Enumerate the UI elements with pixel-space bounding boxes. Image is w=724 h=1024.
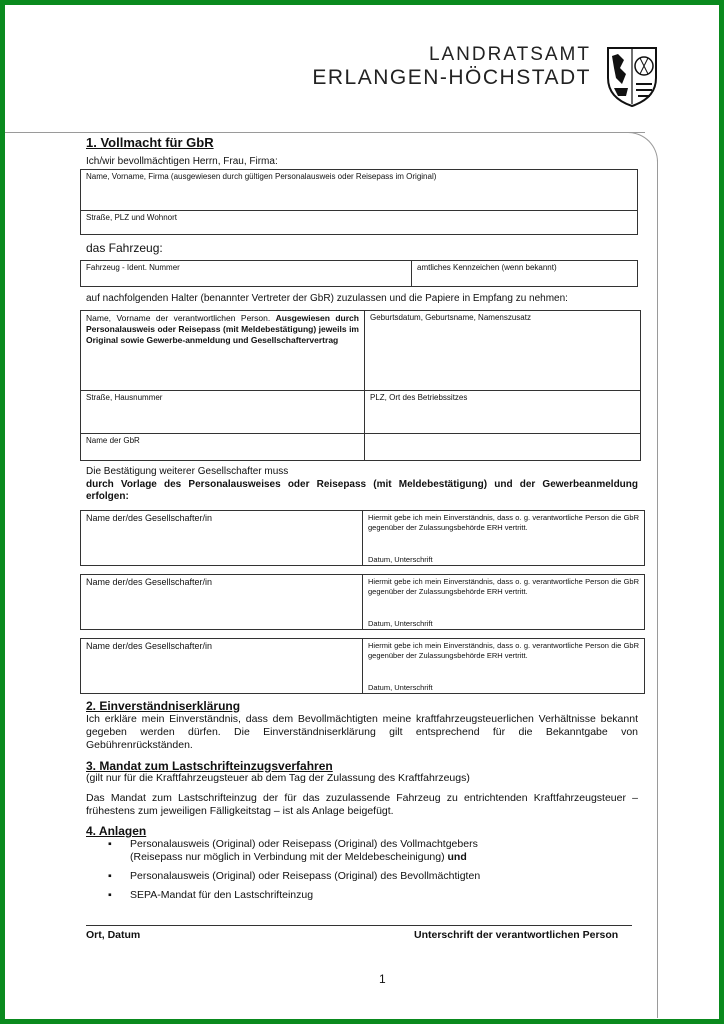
- header-divider: [5, 132, 645, 133]
- attachment-1-line2: (Reisepass nur möglich in Verbindung mit der Meldebescheinigung): [130, 851, 448, 863]
- plate-field[interactable]: [411, 260, 638, 287]
- holder-name-field[interactable]: [80, 310, 365, 391]
- authority-name-line2: ERLANGEN-HÖCHSTADT: [312, 66, 591, 89]
- page-number: 1: [379, 972, 386, 986]
- bullet-icon: ▪: [108, 889, 112, 901]
- attachment-3: SEPA-Mandat für den Lastschrifteinzug: [130, 889, 314, 901]
- partner-name-label: Name der/des Gesellschafter/in: [86, 577, 213, 587]
- vehicle-intro: das Fahrzeug:: [86, 241, 163, 255]
- partner-consent-field[interactable]: [362, 638, 645, 694]
- partner-consent-field[interactable]: [362, 510, 645, 566]
- partner-name-label: Name der/des Gesellschafter/in: [86, 513, 213, 523]
- holder-name-label: Name, Vorname der verantwortlichen Person.: [86, 313, 276, 323]
- street-field[interactable]: [80, 390, 365, 434]
- partner-consent-text: Hiermit gebe ich mein Einverständnis, dass o. g. verantwortliche Person die GbR gegenüber der Zulassungsbehörde ERH vertritt.: [368, 513, 639, 532]
- vehicle-id-field[interactable]: [80, 260, 412, 287]
- address-field-label: Straße, PLZ und Wohnort: [86, 213, 178, 222]
- signature-line: [86, 925, 632, 926]
- partner-sign-label: Datum, Unterschrift: [368, 682, 433, 692]
- section1-title: 1. Vollmacht für GbR: [86, 135, 214, 150]
- side-margin-line: [657, 160, 658, 1018]
- section3-text: Das Mandat zum Lastschrifteinzug der für das zuzulassende Fahrzeug zu entrichtenden Kraftfahrzeugsteuer – frühestens zum jeweiligen Fälligkeitstag – ist als Anlage beigefügt.: [86, 792, 638, 817]
- holder-intro: auf nachfolgenden Halter (benannter Vertreter der GbR) zuzulassen und die Papiere in Empfang zu nehmen:: [86, 293, 568, 304]
- plate-label: amtliches Kennzeichen (wenn bekannt): [417, 263, 557, 272]
- plz-label: PLZ, Ort des Betriebssitzes: [370, 393, 468, 402]
- partner-consent-text: Hiermit gebe ich mein Einverständnis, dass o. g. verantwortliche Person die GbR gegenüber der Zulassungsbehörde ERH vertritt.: [368, 577, 639, 596]
- gbr-name-field[interactable]: [80, 433, 365, 461]
- partner-sign-label: Datum, Unterschrift: [368, 618, 433, 628]
- name-field-label: Name, Vorname, Firma (ausgewiesen durch gültigen Personalausweis oder Reisepass im Original): [86, 172, 437, 181]
- attachment-1-and: und: [447, 851, 467, 863]
- section2-title: 2. Einverständniserklärung: [86, 699, 241, 713]
- partner-consent-field[interactable]: [362, 574, 645, 630]
- birth-field[interactable]: [364, 310, 641, 391]
- authority-name-line1: LANDRATSAMT: [428, 44, 591, 65]
- address-field[interactable]: [80, 210, 638, 235]
- bullet-icon: ▪: [108, 870, 112, 882]
- gbr-name-value-field[interactable]: [364, 433, 641, 461]
- coat-of-arms-icon: [604, 44, 660, 108]
- partner-consent-text: Hiermit gebe ich mein Einverständnis, dass o. g. verantwortliche Person die GbR gegenüber der Zulassungsbehörde ERH vertritt.: [368, 641, 639, 660]
- list-item: [108, 838, 480, 864]
- name-field[interactable]: [80, 169, 638, 211]
- list-item: [108, 870, 480, 883]
- partner-name-label: Name der/des Gesellschafter/in: [86, 641, 213, 651]
- place-date-label: Ort, Datum: [86, 929, 141, 941]
- section1-intro: Ich/wir bevollmächtigen Herrn, Frau, Firma:: [86, 156, 278, 167]
- vehicle-id-label: Fahrzeug - Ident. Nummer: [86, 263, 180, 272]
- signature-label: Unterschrift der verantwortlichen Person: [414, 929, 619, 941]
- partners-intro-requirement: durch Vorlage des Personalausweises oder Reisepass (mit Meldebestätigung) und der Gewerbeanmeldung erfolgen:: [86, 478, 638, 502]
- partner-name-field[interactable]: [80, 574, 363, 630]
- section3-subtitle: (gilt nur für die Kraftfahrzeugsteuer ab dem Tag der Zulassung des Kraftfahrzeugs): [86, 772, 470, 784]
- holder-name-requirement: Ausgewiesen durch Personalausweis oder Reisepass (mit Meldebestätigung) jeweils im Original sowie Gewerbe-anmeldung und Gesellschaftervertrag: [86, 313, 359, 345]
- header-divider-curve: [620, 132, 658, 172]
- bullet-icon: ▪: [108, 838, 112, 850]
- partner-name-field[interactable]: [80, 638, 363, 694]
- partners-intro: [86, 466, 638, 504]
- birth-label: Geburtsdatum, Geburtsname, Namenszusatz: [370, 313, 531, 322]
- section2-text: Ich erkläre mein Einverständnis, dass dem Bevollmächtigten meine kraftfahrzeugsteuerlichen Verhältnisse bekannt gegeben werden dürfen. Die Einverständniserklärung gilt entsprechend für die Bekanntgabe von Gebührenrückständen.: [86, 713, 638, 751]
- partner-name-field[interactable]: [80, 510, 363, 566]
- attachments-list: [108, 838, 480, 902]
- street-label: Straße, Hausnummer: [86, 393, 163, 402]
- attachment-1-line1: Personalausweis (Original) oder Reisepass (Original) des Vollmachtgebers: [130, 838, 478, 850]
- section4-title: 4. Anlagen: [86, 824, 147, 838]
- list-item: [108, 889, 480, 902]
- partners-intro-line: Die Bestätigung weiterer Gesellschafter muss: [86, 466, 289, 477]
- section3-title: 3. Mandat zum Lastschrifteinzugsverfahren: [86, 759, 333, 773]
- gbr-name-label: Name der GbR: [86, 436, 140, 445]
- attachment-2: Personalausweis (Original) oder Reisepass (Original) des Bevollmächtigten: [130, 870, 481, 882]
- plz-field[interactable]: [364, 390, 641, 434]
- partner-sign-label: Datum, Unterschrift: [368, 554, 433, 564]
